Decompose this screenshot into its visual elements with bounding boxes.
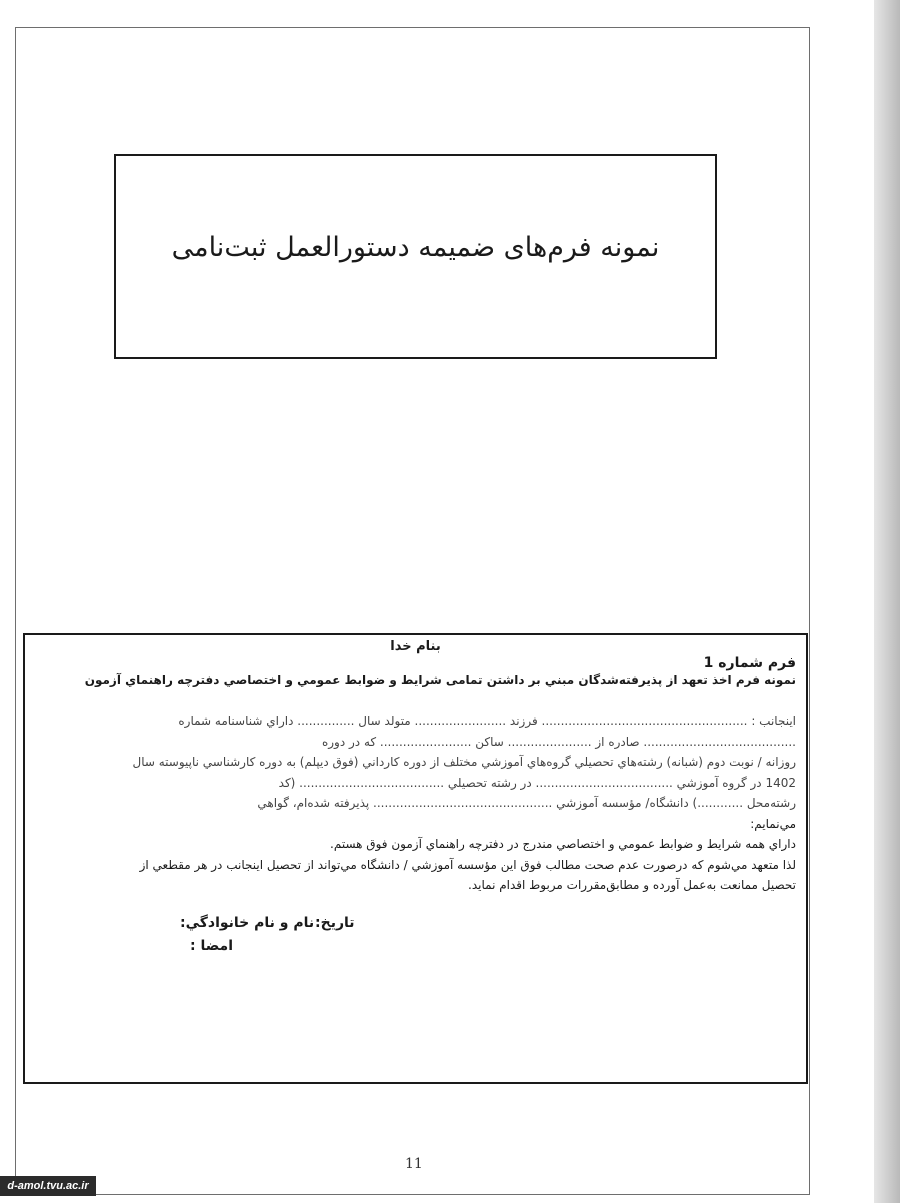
signature-label: امضا : — [190, 938, 233, 954]
site-watermark: d-amol.tvu.ac.ir — [0, 1176, 96, 1196]
form-body — [35, 711, 796, 896]
title-box — [114, 154, 717, 359]
form-line-6: مي‌نمايم: — [750, 816, 796, 831]
form-1-box — [23, 633, 808, 1084]
form-line-1: اينجانب : ...................................................... فرزند ........................ متولد سال ............... داراي شناسنامه شماره — [178, 714, 796, 728]
form-line-7: داراي همه شرايط و ضوابط عمومي و اختصاصي مندرج در دفترچه راهنماي آزمون فوق هستم. — [330, 837, 796, 851]
form-line-8: لذا متعهد مي‌شوم كه درصورت عدم صحت مطالب فوق اين مؤسسه آموزشي / دانشگاه مي‌تواند از تحصيل اينجانب در هر مقطعي از — [139, 857, 796, 872]
form-number: فرم شماره 1 — [703, 655, 796, 671]
scan-edge-shadow — [874, 0, 900, 1203]
form-line-3: روزانه / نوبت دوم (شبانه) رشته‌هاي تحصيلي گروه‌هاي آموزشي مختلف از دوره كارداني (فوق ديپلم) به دوره كارشناسي ناپيوسته سال — [132, 755, 796, 769]
form-line-9: تحصيل ممانعت به‌عمل آورده و مطابق‌مقررات مربوط اقدام نمايد. — [468, 878, 796, 892]
form-line-2: ........................................ صادره از ...................... ساكن ........................ كه در دوره — [321, 734, 796, 749]
form-subtitle: نمونه فرم اخذ تعهد از پذيرفته‌شدگان مبني بر داشتن تمامی شرايط و ضوابط عمومي و اختصاصي دفترچه راهنماي آزمون — [84, 673, 796, 687]
form-line-4: 1402 در گروه آموزشي .................................... در رشته تحصيلي ...................................... (كد — [278, 775, 796, 790]
date-label: تاريخ: — [315, 915, 355, 931]
form-heading: بنام خدا — [390, 639, 441, 654]
page-number: 11 — [405, 1156, 423, 1172]
page-title: نمونه فرم‌های ضمیمه دستورالعمل ثبت‌نامی — [171, 232, 660, 263]
form-line-5: رشته‌محل ............) دانشگاه/ مؤسسه آموزشي ............................................... پذيرفته شده‌ام، گواهي — [257, 796, 796, 810]
full-name-label: نام و نام خانوادگي: — [180, 915, 315, 931]
